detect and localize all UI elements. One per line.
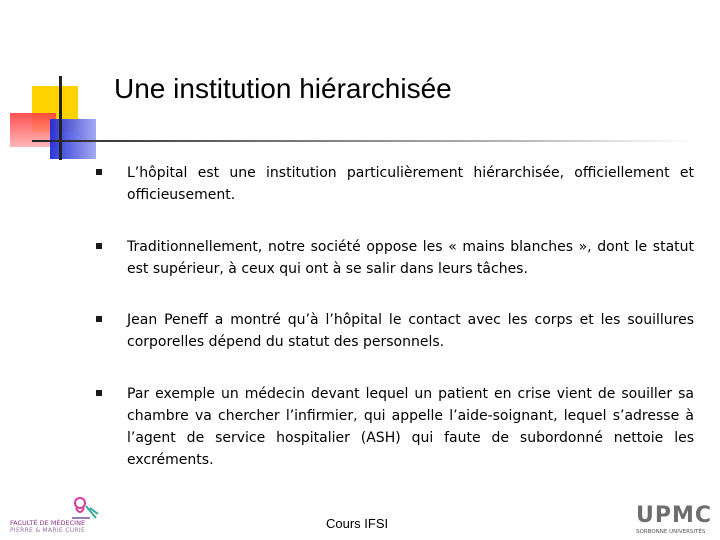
title-underline xyxy=(32,140,692,142)
square-bullet-icon xyxy=(96,316,102,322)
faculty-emblem-icon xyxy=(10,496,110,520)
square-bullet-icon xyxy=(96,390,102,396)
faculty-logo xyxy=(10,496,110,536)
decorative-blue-block xyxy=(50,119,96,159)
upmc-subtitle: SORBONNE UNIVERSITÉS xyxy=(636,529,706,535)
footer-text: Cours IFSI xyxy=(326,516,389,531)
bullet-text: L’hôpital est une institution particulièrement hiérarchisée, officiellement et officieusement. xyxy=(127,165,694,203)
upmc-wordmark: UPMC xyxy=(636,503,713,528)
list-item xyxy=(96,236,696,280)
upmc-logo xyxy=(636,503,716,539)
list-item xyxy=(96,309,696,353)
bullet-text: Jean Peneff a montré qu’à l’hôpital le contact avec les corps et les souillures corporelles dépend du statut des personnels. xyxy=(127,312,694,350)
slide-title: Une institution hiérarchisée xyxy=(114,73,452,104)
faculty-name: FACULTÉ DE MÉDECINE xyxy=(10,519,86,527)
square-bullet-icon xyxy=(96,169,102,175)
bullet-text: Traditionnellement, notre société oppose les « mains blanches », dont le statut est supérieur, à ceux qui ont à se salir dans leurs tâches. xyxy=(127,239,694,277)
bullet-text: Par exemple un médecin devant lequel un patient en crise vient de souiller sa chambre va chercher l’infirmier, qui appelle l’aide-soignant, lequel s’adresse à l’agent de service hospitalier (ASH) qui faute de subordonné nettoie les excréments. xyxy=(127,386,694,468)
faculty-subtitle: PIERRE & MARIE CURIE xyxy=(10,527,86,534)
list-item xyxy=(96,383,696,471)
square-bullet-icon xyxy=(96,243,102,249)
decorative-vertical-line xyxy=(59,76,62,160)
list-item xyxy=(96,162,696,206)
